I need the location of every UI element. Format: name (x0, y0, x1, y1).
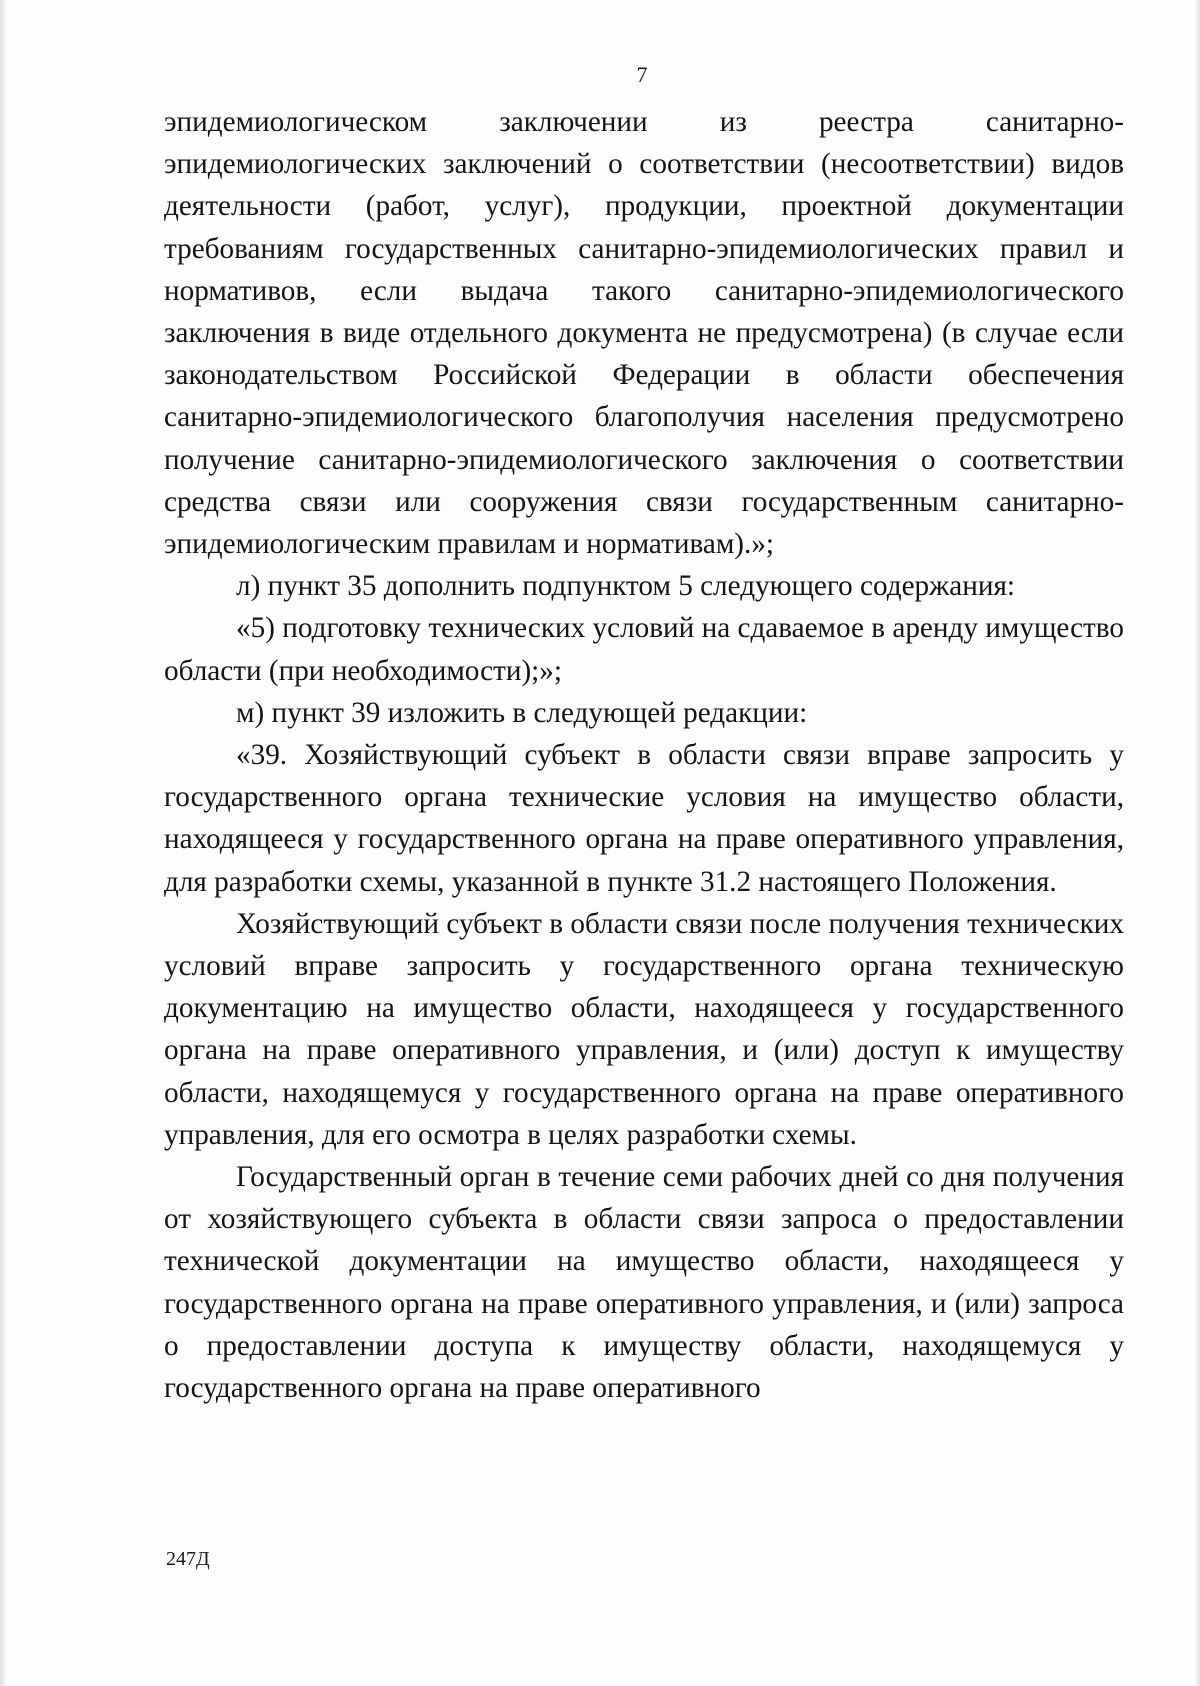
footer-document-code: 247Д (166, 1548, 210, 1570)
scan-edge-left (0, 0, 6, 1686)
paragraph-item-m: м) пункт 39 изложить в следующей редакции: (236, 696, 808, 729)
paragraph-clause-39: «39. Хозяйствующий субъект в области связи вправе запросить у государственного органа технические условия на имущество области, находящееся у государственного органа на праве оперативного управления, для разработки схемы, указанной в пункте 31.2 настоящего Положения. (164, 739, 1124, 898)
page-number: 7 (636, 62, 648, 87)
scan-edge-right (1195, 0, 1200, 1686)
paragraph-continuation: эпидемиологическом заключении из реестра санитарно-эпидемиологических заключений о соответствии (несоответствии) видов деятельности (работ, услуг), продукции, проектной документации требованиям государственных санитарно-эпидемиологических правил и нормативов, если выдача такого санитарно-эпидемиологического заключения в виде отдельного документа не предусмотрена) (в случае если законодательством Российской Федерации в области обеспечения санитарно-эпидемиологического благополучия населения предусмотрено получение санитарно-эпидемиологического заключения о соответствии средства связи или сооружения связи государственным санитарно-эпидемиологическим правилам и нормативам).»; (164, 106, 1124, 561)
document-body (164, 101, 1124, 1409)
paragraph-subitem-5: «5) подготовку технических условий на сдаваемое в аренду имущество области (при необходимости);»; (164, 612, 1124, 687)
paragraph-clause-39-part-2: Хозяйствующий субъект в области связи после получения технических условий вправе запросить у государственного органа техническую документацию на имущество области, находящееся у государственного органа на праве оперативного управления, и (или) доступ к имуществу области, находящемуся у государственного органа на праве оперативного управления, для его осмотра в целях разработки схемы. (164, 907, 1124, 1151)
paragraph-item-l: л) пункт 35 дополнить подпунктом 5 следующего содержания: (236, 570, 1016, 603)
paragraph-clause-39-part-3: Государственный орган в течение семи рабочих дней со дня получения от хозяйствующего субъекта в области связи запроса о предоставлении технической документации на имущество области, находящееся у государственного органа на праве оперативного управления, и (или) запроса о предоставлении доступа к имуществу области, находящемуся у государственного органа на праве оперативного (164, 1161, 1124, 1405)
